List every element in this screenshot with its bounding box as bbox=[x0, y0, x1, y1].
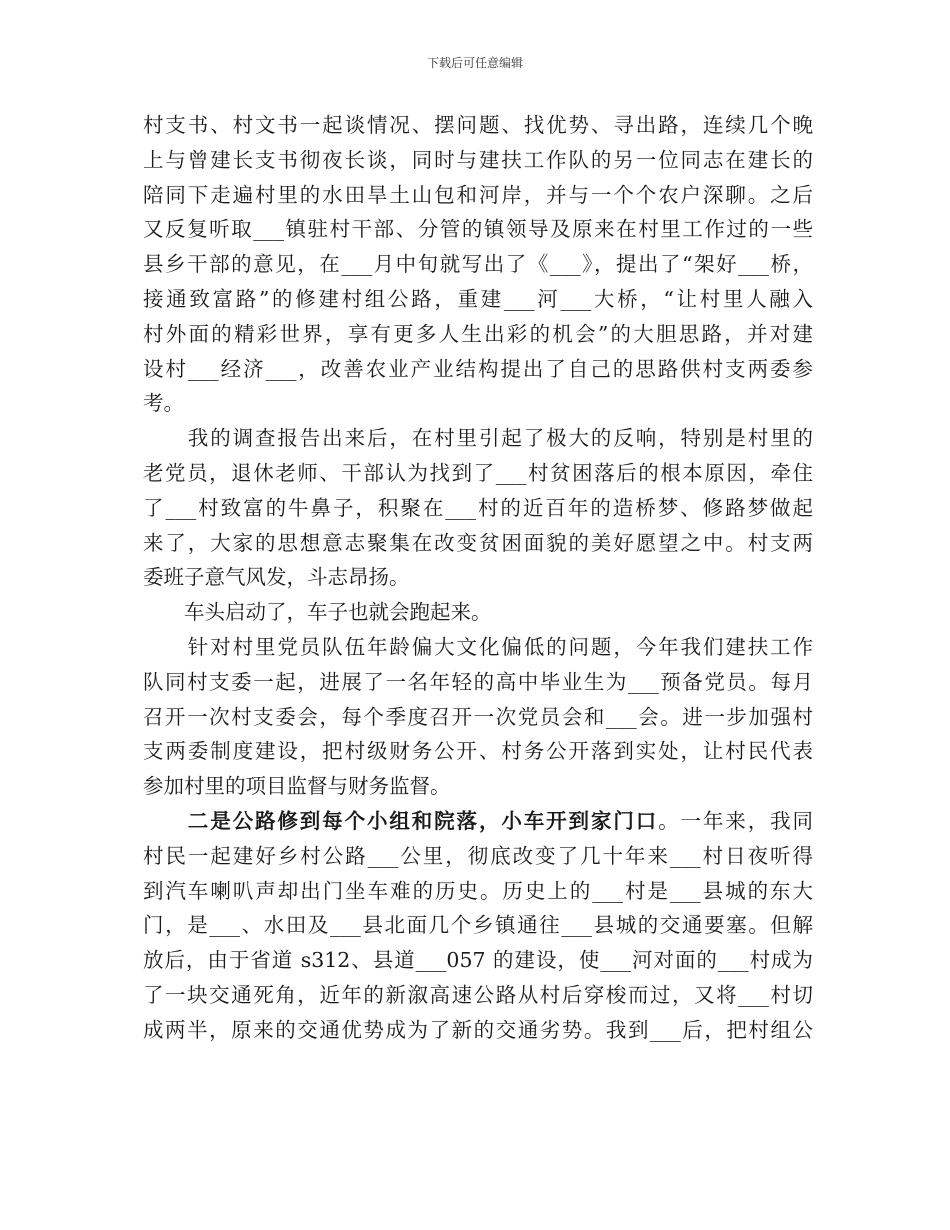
text-line: 县乡干部的意见，在___月中旬就写出了《___》，提出了“架好___桥， bbox=[143, 252, 813, 277]
text-line: 我的调查报告出来后，在村里引起了极大的反响，特别是村里的 bbox=[143, 426, 813, 451]
text-line: 队同村支委一起，进展了一名年轻的高中毕业生为___预备党员。每月 bbox=[143, 669, 813, 694]
text-line: 针对村里党员队伍年龄偏大文化偏低的问题，今年我们建扶工作 bbox=[143, 634, 813, 659]
text-line: 了___村致富的牛鼻子，积聚在___村的近百年的造桥梦、修路梦做起 bbox=[143, 495, 813, 520]
text-line: 支两委制度建设，把村级财务公开、村务公开落到实处，让村民代表 bbox=[143, 739, 813, 764]
text-line: 了一块交通死角，近年的新溆高速公路从村后穿梭而过，又将___村切 bbox=[143, 982, 813, 1007]
text-line: 参加村里的项目监督与财务监督。 bbox=[143, 774, 451, 799]
text-line: 又反复听取___镇驻村干部、分管的镇领导及原来在村里工作过的一些 bbox=[143, 217, 813, 242]
text-line: 设村___经济___，改善农业产业结构提出了自己的思路供村支两委参 bbox=[143, 356, 813, 381]
text-line: 到汽车喇叭声却出门坐车难的历史。历史上的___村是___县城的东大 bbox=[143, 878, 813, 903]
text-line: 上与曾建长支书彻夜长谈，同时与建扶工作队的另一位同志在建长的 bbox=[143, 147, 813, 172]
text-line: 来了，大家的思想意志聚集在改变贫困面貌的美好愿望之中。村支两 bbox=[143, 530, 813, 555]
text-line: 门，是___、水田及___县北面几个乡镇通往___县城的交通要塞。但解 bbox=[143, 913, 813, 938]
text-line: 放后，由于省道 s312、县道___057 的建设，使___河对面的___村成为 bbox=[143, 948, 813, 973]
text-run: 。一年来，我同 bbox=[658, 808, 814, 833]
text-line: 村民一起建好乡村公路___公里，彻底改变了几十年来___村日夜听得 bbox=[143, 843, 813, 868]
text-line: 村外面的精彩世界，享有更多人生出彩的机会”的大胆思路，并对建 bbox=[143, 321, 813, 346]
text-line: 村支书、村文书一起谈情况、摆问题、找优势、寻出路，连续几个晚 bbox=[143, 113, 813, 137]
text-line: 召开一次村支委会，每个季度召开一次党员会和___会。进一步加强村 bbox=[143, 704, 813, 729]
text-line: 车头启动了，车子也就会跑起来。 bbox=[143, 600, 492, 625]
page-header: 下载后可任意编辑 bbox=[426, 56, 523, 70]
text-line: 委班子意气风发，斗志昂扬。 bbox=[143, 565, 410, 590]
text-line: 考。 bbox=[143, 391, 184, 416]
text-line: 陪同下走遍村里的水田旱土山包和河岸，并与一个个农户深聊。之后 bbox=[143, 182, 813, 207]
document-body bbox=[143, 108, 813, 1048]
text-line: 老党员，退休老师、干部认为找到了___村贫困落后的根本原因，牵住 bbox=[143, 460, 813, 485]
text-line: 成两半，原来的交通优势成为了新的交通劣势。我到___后，把村组公 bbox=[143, 1017, 813, 1042]
text-line: 接通致富路”的修建村组公路，重建___河___大桥，“让村里人融入 bbox=[143, 286, 813, 311]
text-line-with-heading bbox=[143, 804, 813, 839]
section-heading: 二是公路修到每个小组和院落，小车开到家门口 bbox=[143, 808, 659, 833]
